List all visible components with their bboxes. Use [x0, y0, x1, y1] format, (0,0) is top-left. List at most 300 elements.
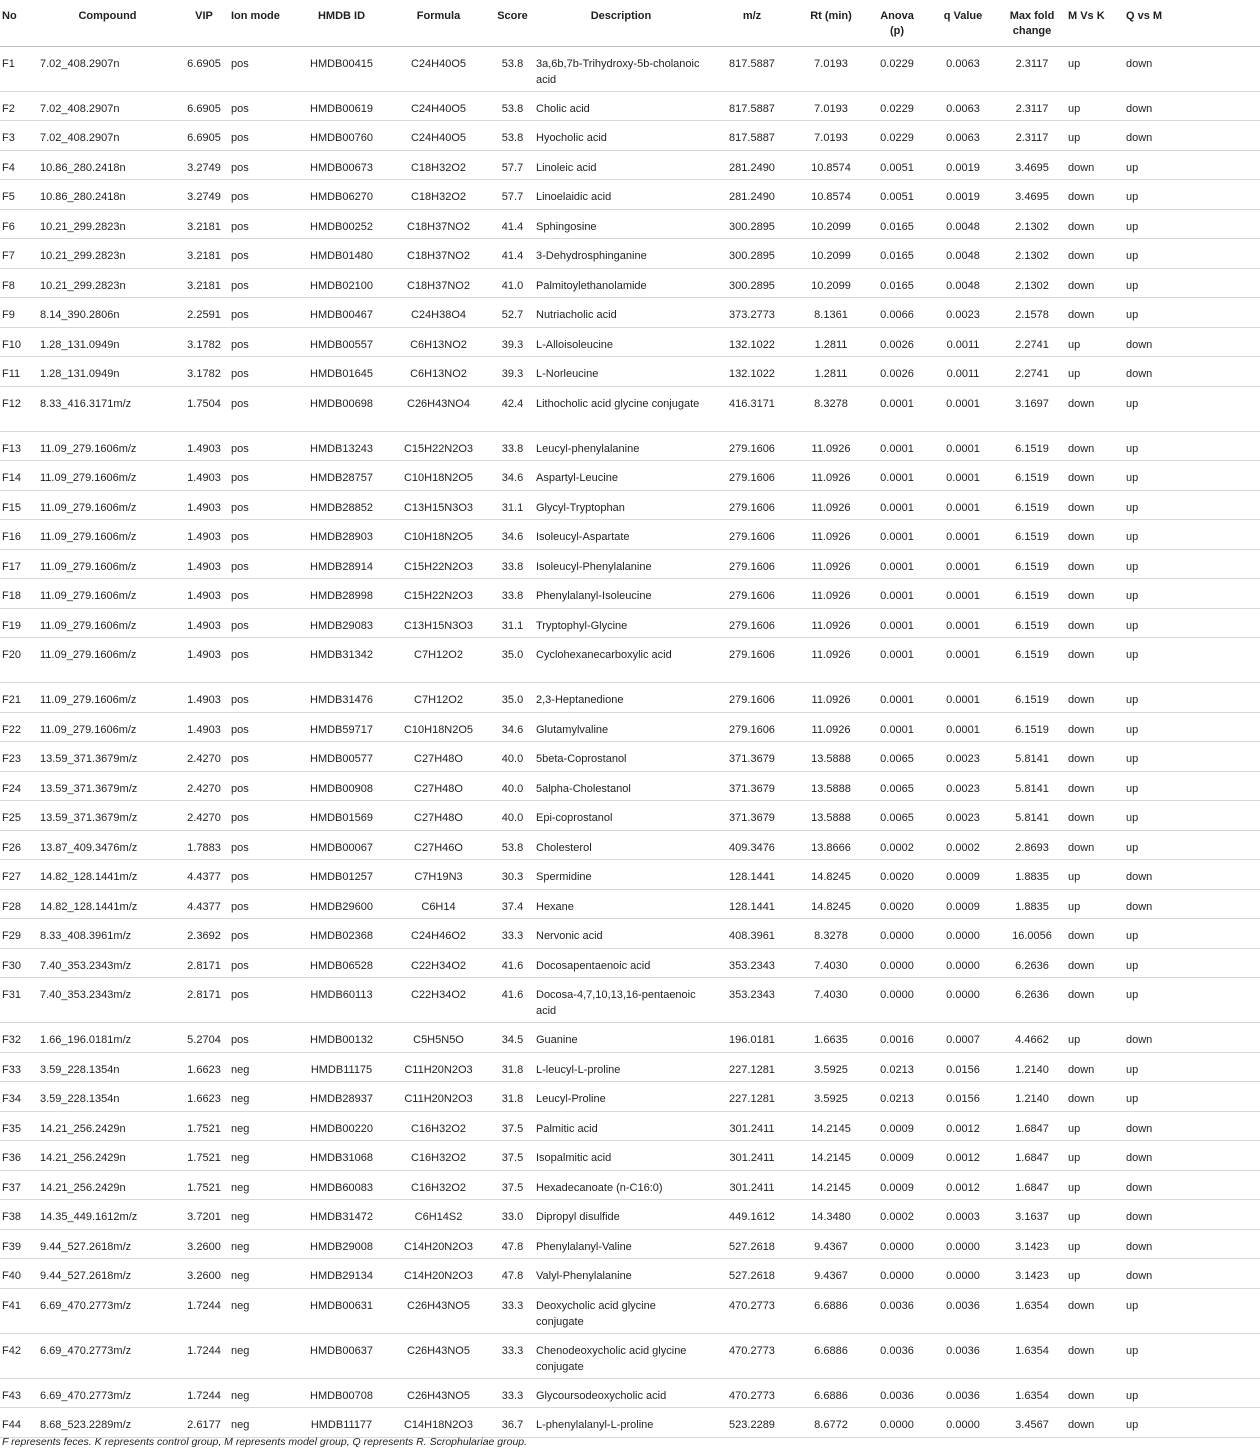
cell-description: Palmitoylethanolamide: [536, 279, 647, 292]
cell-compound: 14.35_449.1612m/z: [40, 1211, 138, 1223]
cell-m-vs-k: up: [1068, 102, 1081, 115]
cell-vip: 1.7521: [187, 1152, 221, 1164]
cell-compound: 9.44_527.2618m/z: [40, 1270, 132, 1282]
cell-no: F9: [2, 309, 15, 321]
cell-mz: 128.1441: [729, 871, 775, 883]
cell-compound: 8.14_390.2806n: [40, 309, 120, 321]
cell-rt: 11.0926: [811, 619, 851, 632]
cell-no: F42: [2, 1344, 21, 1357]
cell-mz: 373.2773: [729, 309, 775, 321]
cell-score: 33.8: [501, 442, 524, 455]
cell-ion-mode: pos: [231, 782, 249, 795]
cell-anova: 0.0000: [880, 1419, 914, 1431]
cell-no: F22: [2, 723, 21, 736]
cell-score: 31.1: [501, 619, 524, 632]
cell-no: F7: [2, 250, 15, 262]
cell-hmdb-id: HMDB06528: [310, 959, 373, 972]
cell-rt: 10.2099: [811, 250, 851, 262]
cell-anova: 0.0001: [880, 590, 914, 602]
cell-hmdb-id: HMDB00673: [310, 161, 373, 174]
cell-compound: 13.59_371.3679m/z: [40, 812, 138, 824]
cell-q-vs-m: up: [1126, 442, 1139, 455]
table-row: [0, 549, 1260, 579]
cell-fold-change: 6.2636: [1015, 959, 1049, 972]
cell-hmdb-id: HMDB28852: [310, 501, 373, 514]
cell-q-vs-m: down: [1126, 132, 1153, 144]
cell-no: F20: [2, 649, 21, 661]
cell-q-value: 0.0012: [946, 1122, 980, 1135]
cell-hmdb-id: HMDB00908: [310, 782, 373, 795]
cell-description: L-leucyl-L-proline: [536, 1063, 621, 1076]
cell-q-vs-m: down: [1126, 368, 1153, 380]
cell-description: Valyl-Phenylalanine: [536, 1270, 632, 1282]
cell-compound: 8.33_408.3961m/z: [40, 930, 132, 942]
cell-vip: 2.8171: [187, 989, 221, 1001]
cell-vip: 1.6623: [187, 1063, 221, 1076]
cell-anova: 0.0165: [880, 250, 914, 262]
cell-vip: 1.4903: [187, 442, 221, 455]
cell-no: F31: [2, 989, 21, 1001]
cell-q-vs-m: up: [1126, 959, 1139, 972]
cell-no: F12: [2, 397, 21, 410]
cell-anova: 0.0229: [880, 132, 914, 144]
cell-fold-change: 6.1519: [1015, 531, 1049, 543]
cell-hmdb-id: HMDB59717: [310, 723, 373, 736]
cell-mz: 300.2895: [729, 220, 775, 233]
cell-formula: C27H48O: [414, 812, 463, 824]
cell-hmdb-id: HMDB28998: [310, 590, 373, 602]
table-row: [0, 180, 1260, 210]
table-row: [0, 121, 1260, 151]
cell-q-value: 0.0063: [946, 57, 980, 70]
cell-formula: C26H43NO4: [407, 397, 470, 410]
cell-compound: 13.59_371.3679m/z: [40, 782, 138, 795]
cell-rt: 10.2099: [811, 220, 851, 233]
cell-vip: 3.2749: [187, 191, 221, 203]
cell-q-vs-m: up: [1126, 989, 1139, 1001]
cell-rt: 8.3278: [814, 397, 848, 410]
cell-anova: 0.0001: [880, 619, 914, 632]
cell-compound: 10.86_280.2418n: [40, 191, 126, 203]
cell-score: 37.5: [501, 1152, 524, 1164]
cell-q-vs-m: up: [1126, 694, 1139, 706]
cell-hmdb-id: HMDB00467: [310, 309, 373, 321]
cell-formula: C15H22N2O3: [403, 590, 474, 602]
table-row: [0, 327, 1260, 357]
cell-no: F38: [2, 1211, 21, 1223]
table-row: [0, 431, 1260, 461]
col-header-formula: Formula: [388, 0, 489, 46]
cell-q-vs-m: down: [1126, 1181, 1153, 1194]
cell-description: Lithocholic acid glycine conjugate: [536, 397, 700, 410]
cell-fold-change: 5.8141: [1015, 753, 1049, 765]
cell-mz: 527.2618: [729, 1240, 775, 1253]
cell-hmdb-id: HMDB28914: [310, 560, 373, 573]
cell-anova: 0.0026: [880, 368, 914, 380]
table-row: [0, 461, 1260, 491]
cell-rt: 9.4367: [814, 1270, 848, 1282]
cell-compound: 11.09_279.1606m/z: [40, 560, 137, 573]
cell-ion-mode: pos: [231, 871, 249, 883]
fold-line-1: Max fold: [1009, 10, 1055, 22]
table-row: [0, 801, 1260, 831]
cell-hmdb-id: HMDB29083: [310, 619, 373, 632]
cell-anova: 0.0036: [880, 1344, 914, 1357]
cell-compound: 9.44_527.2618m/z: [40, 1240, 132, 1253]
cell-q-value: 0.0001: [946, 560, 980, 573]
cell-mz: 128.1441: [729, 900, 775, 913]
cell-description: Cholesterol: [536, 841, 592, 854]
cell-score: 39.3: [501, 338, 524, 351]
cell-q-vs-m: up: [1126, 782, 1139, 795]
cell-no: F4: [2, 161, 15, 174]
table-row: [0, 1333, 1260, 1378]
cell-no: F13: [2, 442, 21, 455]
cell-compound: 6.69_470.2773m/z: [40, 1299, 132, 1312]
cell-anova: 0.0000: [880, 930, 914, 942]
cell-rt: 10.2099: [811, 279, 851, 292]
cell-hmdb-id: HMDB01257: [310, 871, 373, 883]
cell-ion-mode: pos: [231, 501, 249, 514]
cell-hmdb-id: HMDB11177: [310, 1419, 373, 1431]
cell-vip: 1.4903: [187, 472, 221, 484]
cell-m-vs-k: up: [1068, 1270, 1081, 1282]
cell-ion-mode: neg: [231, 1181, 250, 1194]
table-row: [0, 209, 1260, 239]
cell-formula: C22H34O2: [410, 959, 467, 972]
cell-ion-mode: pos: [231, 723, 249, 736]
cell-score: 33.3: [501, 1299, 524, 1312]
cell-fold-change: 1.6847: [1015, 1152, 1049, 1164]
cell-anova: 0.0229: [880, 57, 914, 70]
cell-m-vs-k: up: [1068, 132, 1081, 144]
cell-formula: C15H22N2O3: [403, 560, 474, 573]
cell-no: F32: [2, 1034, 21, 1046]
cell-mz: 279.1606: [729, 560, 775, 573]
cell-no: F35: [2, 1122, 21, 1135]
cell-description: 5beta-Coprostanol: [536, 753, 627, 765]
cell-q-vs-m: up: [1126, 501, 1139, 514]
cell-rt: 10.8574: [811, 191, 851, 203]
cell-vip: 2.4270: [187, 753, 221, 765]
cell-formula: C18H37NO2: [407, 220, 470, 233]
cell-compound: 10.86_280.2418n: [40, 161, 126, 174]
cell-m-vs-k: up: [1068, 871, 1081, 883]
cell-q-value: 0.0001: [946, 472, 980, 484]
col-header-q-vs-m: Q vs M: [1126, 0, 1260, 46]
cell-vip: 1.4903: [187, 723, 221, 736]
cell-rt: 14.8245: [811, 871, 851, 883]
cell-description: 2,3-Heptanedione: [536, 694, 624, 706]
cell-ion-mode: pos: [231, 812, 249, 824]
cell-formula: C18H37NO2: [407, 279, 470, 292]
cell-rt: 11.0926: [811, 531, 851, 543]
cell-q-value: 0.0000: [946, 1270, 980, 1282]
cell-formula: C6H13NO2: [410, 368, 467, 380]
cell-formula: C27H48O: [414, 753, 463, 765]
cell-no: F36: [2, 1152, 21, 1164]
cell-hmdb-id: HMDB01480: [310, 250, 373, 262]
cell-m-vs-k: down: [1068, 959, 1095, 972]
cell-q-value: 0.0156: [946, 1063, 980, 1076]
cell-no: F11: [2, 368, 21, 380]
cell-compound: 11.09_279.1606m/z: [40, 590, 137, 602]
cell-hmdb-id: HMDB60113: [310, 989, 373, 1001]
table-row: [0, 830, 1260, 860]
cell-q-vs-m: down: [1126, 1034, 1153, 1046]
cell-q-value: 0.0001: [946, 531, 980, 543]
cell-fold-change: 3.4695: [1015, 191, 1049, 203]
cell-anova: 0.0065: [880, 753, 914, 765]
table-row: [0, 1288, 1260, 1333]
cell-rt: 11.0926: [811, 649, 851, 661]
cell-vip: 6.6905: [187, 132, 221, 144]
cell-compound: 7.02_408.2907n: [40, 57, 120, 70]
cell-hmdb-id: HMDB31342: [310, 649, 373, 661]
cell-q-value: 0.0000: [946, 989, 980, 1001]
cell-q-vs-m: down: [1126, 871, 1153, 883]
cell-q-vs-m: down: [1126, 1152, 1153, 1164]
cell-no: F23: [2, 753, 21, 765]
cell-rt: 1.6635: [814, 1034, 848, 1046]
cell-formula: C10H18N2O5: [403, 723, 474, 736]
cell-ion-mode: pos: [231, 531, 249, 543]
table-row: [0, 638, 1260, 683]
cell-score: 40.0: [501, 753, 524, 765]
cell-anova: 0.0036: [880, 1389, 914, 1402]
cell-formula: C16H32O2: [410, 1122, 467, 1135]
cell-description: Tryptophyl-Glycine: [536, 619, 628, 632]
cell-description: Cyclohexanecarboxylic acid: [536, 649, 672, 661]
cell-rt: 13.5888: [811, 753, 851, 765]
cell-score: 30.3: [501, 871, 524, 883]
cell-m-vs-k: down: [1068, 782, 1095, 795]
cell-anova: 0.0026: [880, 338, 914, 351]
cell-rt: 10.8574: [811, 161, 851, 174]
cell-q-vs-m: down: [1126, 1211, 1153, 1223]
cell-formula: C24H40O5: [410, 57, 467, 70]
cell-score: 57.7: [501, 161, 524, 174]
cell-formula: C14H18N2O3: [403, 1419, 474, 1431]
cell-formula: C26H43NO5: [407, 1344, 470, 1357]
cell-anova: 0.0165: [880, 279, 914, 292]
cell-fold-change: 6.1519: [1015, 649, 1049, 661]
cell-m-vs-k: down: [1068, 989, 1095, 1001]
cell-score: 31.8: [501, 1093, 524, 1105]
cell-rt: 6.6886: [814, 1299, 848, 1312]
cell-q-vs-m: up: [1126, 619, 1139, 632]
cell-q-value: 0.0012: [946, 1152, 980, 1164]
cell-score: 37.5: [501, 1122, 524, 1135]
cell-compound: 7.02_408.2907n: [40, 102, 120, 115]
cell-q-value: 0.0036: [946, 1344, 980, 1357]
cell-no: F24: [2, 782, 21, 795]
cell-vip: 1.4903: [187, 619, 221, 632]
cell-q-value: 0.0001: [946, 501, 980, 514]
cell-description: L-Norleucine: [536, 368, 599, 380]
cell-rt: 7.0193: [814, 102, 848, 115]
cell-mz: 353.2343: [729, 959, 775, 972]
cell-q-vs-m: up: [1126, 841, 1139, 854]
cell-score: 34.6: [501, 472, 524, 484]
cell-q-value: 0.0001: [946, 723, 980, 736]
cell-ion-mode: pos: [231, 442, 249, 455]
cell-m-vs-k: down: [1068, 590, 1095, 602]
cell-m-vs-k: down: [1068, 694, 1095, 706]
cell-rt: 11.0926: [811, 501, 851, 514]
cell-anova: 0.0016: [880, 1034, 914, 1046]
cell-ion-mode: neg: [231, 1389, 250, 1402]
cell-q-vs-m: down: [1126, 1270, 1153, 1282]
cell-vip: 1.4903: [187, 590, 221, 602]
cell-q-value: 0.0002: [946, 841, 980, 854]
cell-anova: 0.0002: [880, 1211, 914, 1223]
col-header-rt: Rt (min): [798, 0, 864, 46]
cell-no: F16: [2, 531, 21, 543]
table-row: [0, 268, 1260, 298]
table-row: [0, 1141, 1260, 1171]
cell-q-value: 0.0000: [946, 1240, 980, 1253]
cell-fold-change: 1.6354: [1015, 1389, 1049, 1402]
cell-hmdb-id: HMDB31476: [310, 694, 373, 706]
cell-compound: 11.09_279.1606m/z: [40, 694, 137, 706]
table-row: [0, 386, 1260, 431]
cell-formula: C24H38O4: [410, 309, 467, 321]
cell-formula: C15H22N2O3: [403, 442, 474, 455]
cell-formula: C7H12O2: [414, 694, 463, 706]
cell-mz: 281.2490: [729, 161, 775, 174]
cell-formula: C27H48O: [414, 782, 463, 795]
cell-ion-mode: pos: [231, 900, 249, 913]
cell-rt: 1.2811: [814, 338, 848, 351]
cell-no: F34: [2, 1093, 21, 1105]
cell-fold-change: 1.6847: [1015, 1122, 1049, 1135]
cell-score: 47.8: [501, 1270, 524, 1282]
cell-mz: 527.2618: [729, 1270, 775, 1282]
cell-compound: 1.28_131.0949n: [40, 338, 120, 351]
cell-anova: 0.0001: [880, 501, 914, 514]
cell-description: Nutriacholic acid: [536, 309, 617, 321]
cell-m-vs-k: up: [1068, 1122, 1081, 1135]
cell-m-vs-k: up: [1068, 1034, 1081, 1046]
cell-mz: 409.3476: [729, 841, 775, 854]
cell-m-vs-k: down: [1068, 723, 1095, 736]
cell-compound: 3.59_228.1354n: [40, 1093, 120, 1105]
cell-compound: 6.69_470.2773m/z: [40, 1344, 132, 1357]
table-row: [0, 46, 1260, 91]
cell-ion-mode: pos: [231, 220, 249, 233]
cell-m-vs-k: down: [1068, 1419, 1095, 1431]
cell-score: 41.6: [501, 959, 524, 972]
cell-no: F6: [2, 220, 15, 233]
cell-vip: 1.4903: [187, 501, 221, 514]
cell-rt: 7.4030: [814, 989, 848, 1001]
cell-compound: 11.09_279.1606m/z: [40, 501, 137, 514]
cell-formula: C11H20N2O3: [404, 1063, 473, 1076]
cell-q-value: 0.0000: [946, 1419, 980, 1431]
cell-compound: 14.21_256.2429n: [40, 1122, 126, 1135]
cell-hmdb-id: HMDB00760: [310, 132, 373, 144]
cell-compound: 11.09_279.1606m/z: [40, 442, 137, 455]
cell-q-value: 0.0012: [946, 1181, 980, 1194]
cell-score: 37.4: [501, 900, 524, 913]
cell-m-vs-k: up: [1068, 1240, 1081, 1253]
cell-fold-change: 2.8693: [1015, 841, 1049, 854]
cell-mz: 300.2895: [729, 279, 775, 292]
cell-hmdb-id: HMDB29600: [310, 900, 373, 913]
cell-hmdb-id: HMDB00252: [310, 220, 373, 233]
cell-hmdb-id: HMDB02368: [310, 930, 373, 942]
cell-fold-change: 3.1697: [1015, 397, 1049, 410]
cell-q-value: 0.0019: [946, 191, 980, 203]
cell-fold-change: 1.2140: [1015, 1093, 1049, 1105]
cell-rt: 11.0926: [811, 442, 851, 455]
cell-no: F44: [2, 1419, 21, 1431]
table-row: [0, 1023, 1260, 1053]
cell-q-vs-m: up: [1126, 161, 1139, 174]
cell-score: 39.3: [501, 368, 524, 380]
cell-description: Glycyl-Tryptophan: [536, 501, 625, 514]
cell-formula: C24H40O5: [410, 132, 467, 144]
cell-description: 3a,6b,7b-Trihydroxy-5b-cholanoic acid: [536, 57, 700, 86]
cell-ion-mode: pos: [231, 930, 249, 942]
cell-score: 34.5: [501, 1034, 524, 1046]
cell-formula: C7H12O2: [414, 649, 463, 661]
cell-anova: 0.0000: [880, 1240, 914, 1253]
cell-formula: C26H43NO5: [407, 1299, 470, 1312]
cell-no: F37: [2, 1181, 21, 1194]
cell-formula: C5H5N5O: [413, 1034, 464, 1046]
cell-mz: 279.1606: [729, 694, 775, 706]
cell-description: Epi-coprostanol: [536, 812, 613, 824]
cell-formula: C6H14: [421, 900, 456, 913]
cell-mz: 523.2289: [729, 1419, 775, 1431]
cell-q-value: 0.0001: [946, 619, 980, 632]
table-row: [0, 771, 1260, 801]
cell-rt: 14.2145: [811, 1181, 851, 1194]
cell-q-vs-m: up: [1126, 1419, 1139, 1431]
cell-vip: 3.2600: [187, 1240, 221, 1253]
cell-m-vs-k: down: [1068, 1344, 1095, 1357]
cell-formula: C18H32O2: [410, 161, 467, 174]
cell-rt: 6.6886: [814, 1389, 848, 1402]
cell-q-vs-m: down: [1126, 57, 1153, 70]
cell-fold-change: 2.1578: [1015, 309, 1049, 321]
cell-q-vs-m: down: [1126, 1240, 1153, 1253]
cell-mz: 279.1606: [729, 590, 775, 602]
table-row: [0, 919, 1260, 949]
cell-fold-change: 6.1519: [1015, 442, 1049, 455]
cell-description: Glycoursodeoxycholic acid: [536, 1389, 667, 1402]
cell-compound: 7.40_353.2343m/z: [40, 959, 132, 972]
cell-anova: 0.0065: [880, 812, 914, 824]
cell-formula: C14H20N2O3: [403, 1240, 474, 1253]
cell-ion-mode: pos: [231, 989, 249, 1001]
cell-hmdb-id: HMDB00557: [310, 338, 373, 351]
cell-score: 53.8: [501, 132, 524, 144]
cell-ion-mode: pos: [231, 841, 249, 854]
cell-no: F15: [2, 501, 21, 514]
cell-m-vs-k: down: [1068, 930, 1095, 942]
cell-ion-mode: pos: [231, 694, 249, 706]
cell-m-vs-k: down: [1068, 1299, 1095, 1312]
cell-hmdb-id: HMDB00415: [310, 57, 373, 70]
cell-fold-change: 2.2741: [1015, 368, 1049, 380]
cell-hmdb-id: HMDB31472: [310, 1211, 373, 1223]
cell-ion-mode: pos: [231, 191, 249, 203]
cell-fold-change: 3.4567: [1015, 1419, 1049, 1431]
cell-no: F8: [2, 279, 15, 292]
